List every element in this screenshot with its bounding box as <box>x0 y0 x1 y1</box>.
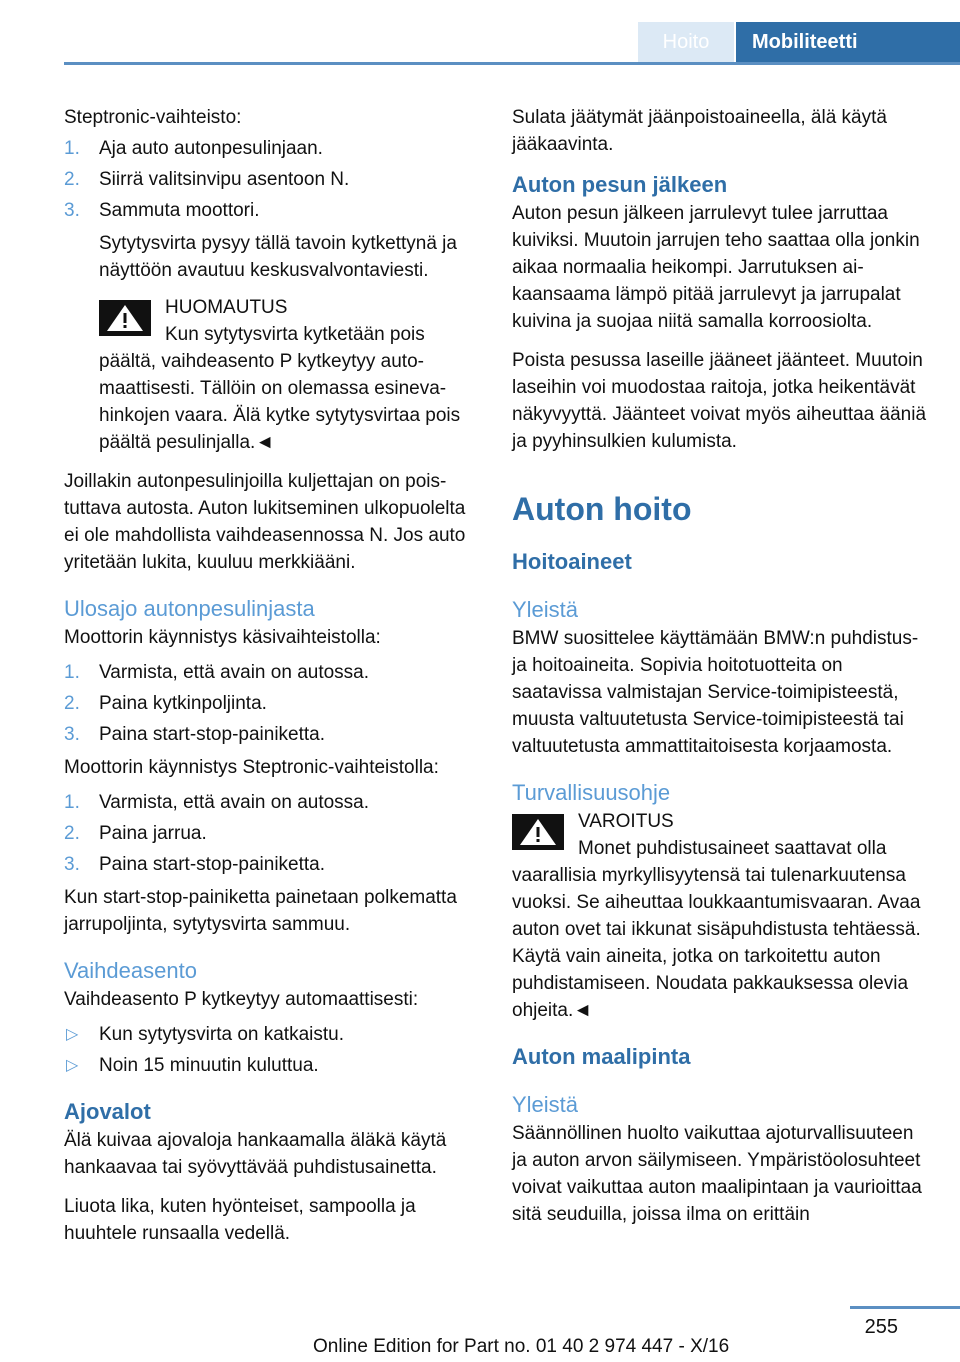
step-text: Paina jarrua. <box>99 823 207 844</box>
step-number: 3. <box>64 200 80 221</box>
step-number: 3. <box>64 724 80 745</box>
paragraph: Poista pesussa laseille jääneet jäänteet. Muutoin laseihin voi muodostaa raitoja, jotka heikentävät näkyvyyttä. Jäänteet voivat myös aiheuttaa ääniä ja pyyhinsulkien kulumista. <box>512 350 927 452</box>
step-text: Siirrä valitsinvipu asentoon N. <box>99 169 350 190</box>
heading-maalipinta: Auton maalipinta <box>512 1044 691 1069</box>
list-item <box>64 721 474 748</box>
list-item <box>64 690 474 717</box>
heading-turvallisuusohje: Turvallisuusohje <box>512 780 671 805</box>
triangle-bullet-icon: ▷ <box>66 1057 79 1074</box>
right-column <box>512 104 932 1240</box>
step-text: Varmista, että avain on autossa. <box>99 792 370 813</box>
step-number: 3. <box>64 854 80 875</box>
list-item <box>64 166 474 193</box>
warning-title: VAROITUS <box>578 811 674 832</box>
step-number: 1. <box>64 792 80 813</box>
warning-text: vaarallisia myrkyllisyytensä tai tulenarkuutensa vuoksi. Se aiheuttaa loukkaantumisvaaran. Avaa auton ovet tai ikkunat sisäpuhdistusta tehtäessä. Käytä vain aineita, jotka on tarkoitettu auton puhdistamiseen. Noudata pakkauksessa olevia ohjeita.◄ <box>512 865 921 1021</box>
list-item <box>64 135 474 162</box>
paragraph: Auton pesun jälkeen jarrulevyt tulee jarruttaa kuiviksi. Muutoin jarrujen teho saattaa olla jonkin aikaa normaalia heikompi. Jarrutuksen aikaansaama lämpö pitää jarrulevyt ja jarrupalat kuivina ja suojaa niitä samalla korroosiolta. <box>512 203 920 332</box>
edition-footer: Online Edition for Part no. 01 40 2 974 447 - X/16 <box>313 1336 730 1357</box>
list-item <box>64 851 474 878</box>
step3-note: Sytytysvirta pysyy tällä tavoin kytkettynä ja näyttöön avautuu keskusvalvontaviesti. <box>99 233 457 281</box>
step-text: Paina start-stop-painiketta. <box>99 724 326 745</box>
left-column <box>64 104 474 1259</box>
paragraph: Joillakin autonpesulinjoilla kuljettajan on poistuttava autosta. Auton lukitseminen ulkopuolelta ei ole mahdollista vaihdeasennossa N. Jos auto yritetään lukita, kuuluu merkkiääni. <box>64 471 466 573</box>
step-number: 2. <box>64 693 80 714</box>
step-number: 2. <box>64 823 80 844</box>
heading-auton-hoito: Auton hoito <box>512 491 692 527</box>
heading-hoitoaineet: Hoitoaineet <box>512 549 632 574</box>
paragraph: Älä kuivaa ajovaloja hankaamalla äläkä käytä hankaavaa tai syövyttävää puhdistusainetta. <box>64 1130 447 1178</box>
page-number: 255 <box>864 1316 898 1338</box>
heading-yleista: Yleistä <box>512 597 579 622</box>
notice-title: HUOMAUTUS <box>165 297 288 318</box>
tab-mobiliteetti: Mobiliteetti <box>736 22 960 62</box>
list-item <box>64 789 474 816</box>
warning-first-line: Monet puhdistusaineet saattavat olla <box>578 838 887 859</box>
heading-yleista: Yleistä <box>512 1092 579 1117</box>
bullet-list <box>64 1021 474 1079</box>
notice-first-line: Kun sytytysvirta kytketään pois <box>165 324 425 345</box>
list-item <box>64 1052 474 1079</box>
header-rule <box>64 62 960 65</box>
heading-vaihdeasento: Vaihdeasento <box>64 958 197 983</box>
manual-steps-list <box>64 659 474 748</box>
footer-rule <box>850 1306 960 1309</box>
bullet-text: Noin 15 minuutin kuluttua. <box>99 1055 319 1076</box>
step-text: Paina kytkinpoljinta. <box>99 693 267 714</box>
list-item <box>64 1021 474 1048</box>
step-number: 2. <box>64 169 80 190</box>
paragraph: Säännöllinen huolto vaikuttaa ajoturvallisuuteen ja auton arvon säilymiseen. Ympäristöolosuhteet voivat vaikuttaa auton maalipintaan ja vaurioittaa sitä seuduilla, joissa ilma on erittäin <box>512 1123 922 1225</box>
manual-intro: Moottorin käynnistys käsivaihteistolla: <box>64 627 381 648</box>
triangle-bullet-icon: ▷ <box>66 1026 79 1043</box>
list-item <box>64 820 474 847</box>
step-text: Paina start-stop-painiketta. <box>99 854 326 875</box>
paragraph: Liuota lika, kuten hyönteiset, sampoolla ja huuhtele runsaalla vedellä. <box>64 1196 416 1244</box>
step-text: Aja auto autonpesulinjaan. <box>99 138 323 159</box>
step-text: Sammuta moottori. <box>99 200 260 221</box>
notice-box <box>64 294 474 456</box>
tab-hoito: Hoito <box>638 22 734 62</box>
steptronic-intro: Steptronic-vaihteisto: <box>64 107 242 128</box>
step-number: 1. <box>64 662 80 683</box>
step-number: 1. <box>64 138 80 159</box>
paragraph: Kun start-stop-painiketta painetaan polkematta jarrupoljinta, sytytysvirta sammuu. <box>64 887 457 935</box>
list-item <box>64 659 474 686</box>
wash-steps-list <box>64 135 474 224</box>
auto-intro: Moottorin käynnistys Steptronic-vaihteistolla: <box>64 757 439 778</box>
heading-ajovalot: Ajovalot <box>64 1099 151 1124</box>
heading-pesu: Auton pesun jälkeen <box>512 172 728 197</box>
step-text: Varmista, että avain on autossa. <box>99 662 370 683</box>
warning-box <box>512 808 932 1024</box>
heading-ulosajo: Ulosajo autonpesulinjasta <box>64 596 315 621</box>
list-item <box>64 197 474 224</box>
warning-triangle-icon <box>99 300 151 336</box>
notice-text: päältä, vaihdeasento P kytkeytyy automaattisesti. Tällöin on olemassa esinevahinkojen vaara. Älä kytke sytytysvirtaa pois päältä pesulinjalla.◄ <box>99 351 461 453</box>
bullet-text: Kun sytytysvirta on katkaistu. <box>99 1024 344 1045</box>
auto-steps-list <box>64 789 474 878</box>
header-tabs <box>638 22 960 62</box>
paragraph: BMW suosittelee käyttämään BMW:n puhdistus- ja hoitoaineita. Sopivia hoitotuotteita on saatavissa valmistajan Service-toimipisteestä, muusta valtuutetusta Service-toimipisteestä tai valtuutetusta ammattitaitoisesta korjaamosta. <box>512 628 919 757</box>
vaihde-intro: Vaihdeasento P kytkeytyy automaattisesti: <box>64 989 419 1010</box>
paragraph: Sulata jäätymät jäänpoistoaineella, älä käytä jääkaavinta. <box>512 107 887 155</box>
warning-triangle-icon <box>512 814 564 850</box>
